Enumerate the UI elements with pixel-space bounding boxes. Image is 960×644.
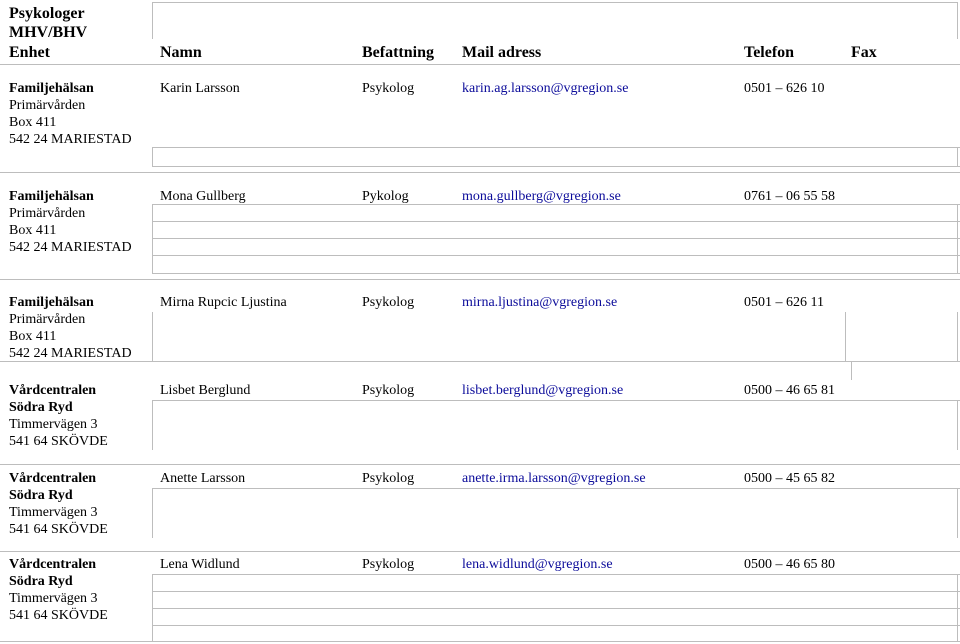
column-header-fax: Fax (851, 44, 877, 61)
email-link[interactable]: anette.irma.larsson@vgregion.se (462, 471, 646, 486)
page-subtitle: MHV/BHV (9, 24, 88, 41)
email-link[interactable]: mona.gullberg@vgregion.se (462, 189, 621, 204)
email-link[interactable]: karin.ag.larsson@vgregion.se (462, 81, 629, 96)
phone-number: 0761 – 06 55 58 (744, 189, 835, 204)
unit-cell (9, 80, 132, 148)
unit-name-secondary: Södra Ryd (9, 400, 73, 415)
unit-line: Primärvården (9, 312, 86, 327)
person-role: Psykolog (362, 383, 415, 398)
phone-number: 0500 – 45 65 82 (744, 471, 835, 486)
person-name: Lisbet Berglund (160, 383, 251, 398)
unit-name-secondary: Södra Ryd (9, 574, 73, 589)
person-name: Mirna Rupcic Ljustina (160, 295, 287, 310)
unit-line: Primärvården (9, 206, 86, 221)
person-name: Lena Widlund (160, 557, 240, 572)
column-header-phone: Telefon (744, 44, 795, 61)
unit-line: Timmervägen 3 (9, 505, 98, 520)
unit-name: Vårdcentralen (9, 383, 97, 398)
unit-line: Box 411 (9, 115, 57, 130)
person-role: Psykolog (362, 471, 415, 486)
unit-line: 542 24 MARIESTAD (9, 132, 132, 147)
unit-cell (9, 470, 108, 538)
unit-cell (9, 556, 108, 624)
phone-number: 0501 – 626 11 (744, 295, 824, 310)
phone-number: 0501 – 626 10 (744, 81, 825, 96)
person-role: Psykolog (362, 557, 415, 572)
column-header-mail: Mail adress (462, 44, 542, 61)
unit-line: 542 24 MARIESTAD (9, 240, 132, 255)
page-title: Psykologer (9, 5, 85, 22)
phone-number: 0500 – 46 65 81 (744, 383, 835, 398)
unit-cell (9, 382, 108, 450)
email-link[interactable]: lisbet.berglund@vgregion.se (462, 383, 624, 398)
unit-line: Timmervägen 3 (9, 591, 98, 606)
email-link[interactable]: lena.widlund@vgregion.se (462, 557, 613, 572)
unit-name: Familjehälsan (9, 81, 94, 96)
person-role: Psykolog (362, 81, 415, 96)
unit-line: 541 64 SKÖVDE (9, 608, 108, 623)
unit-name: Familjehälsan (9, 295, 94, 310)
person-role: Psykolog (362, 295, 415, 310)
unit-line: Timmervägen 3 (9, 417, 98, 432)
unit-cell (9, 188, 132, 256)
email-link[interactable]: mirna.ljustina@vgregion.se (462, 295, 618, 310)
unit-line: Primärvården (9, 98, 86, 113)
person-name: Mona Gullberg (160, 189, 246, 204)
column-header-role: Befattning (362, 44, 434, 61)
unit-name: Vårdcentralen (9, 557, 97, 572)
unit-name-secondary: Södra Ryd (9, 488, 73, 503)
unit-line: Box 411 (9, 329, 57, 344)
column-header-unit: Enhet (9, 44, 50, 61)
unit-line: 542 24 MARIESTAD (9, 346, 132, 361)
column-header-name: Namn (160, 44, 202, 61)
unit-name: Vårdcentralen (9, 471, 97, 486)
unit-name: Familjehälsan (9, 189, 94, 204)
person-name: Anette Larsson (160, 471, 246, 486)
unit-line: 541 64 SKÖVDE (9, 522, 108, 537)
unit-cell (9, 294, 132, 362)
person-role: Pykolog (362, 189, 409, 204)
unit-line: 541 64 SKÖVDE (9, 434, 108, 449)
phone-number: 0500 – 46 65 80 (744, 557, 835, 572)
person-name: Karin Larsson (160, 81, 240, 96)
unit-line: Box 411 (9, 223, 57, 238)
